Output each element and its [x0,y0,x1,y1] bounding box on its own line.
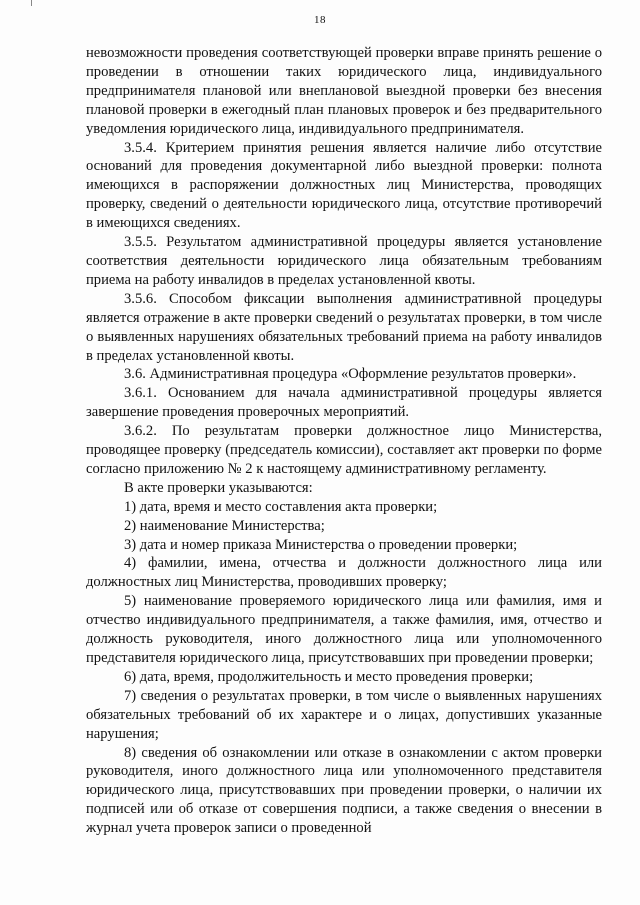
list-item-1: 1) дата, время и место составления акта проверки; [124,498,438,515]
paragraph-3-5-6: 3.5.6. Способом фиксации выполнения административной процедуры является отражение в акте проверки сведений о результатах проверки, в том числе о выявленных нарушениях обязательных требований приема на работу инвалидов в пределах установленной квоты. [86,290,602,364]
list-item-6: 6) дата, время, продолжительность и место проведения проверки; [124,668,534,685]
paragraph-3-6-2: 3.6.2. По результатам проверки должностное лицо Министерства, проводящее проверку (председатель комиссии), составляет акт проверки по форме согласно приложению № 2 к настоящему административному регламенту. [86,423,602,477]
list-item-7: 7) сведения о результатах проверки, в том числе о выявленных нарушениях обязательных требований об их характере и о лицах, допустивших указанные нарушения; [86,687,602,742]
list-intro: В акте проверки указываются: [124,479,313,496]
document-body [86,44,602,838]
paragraph-3-5-5: 3.5.5. Результатом административной процедуры является установление соответствия деятельности юридического лица обязательным требованиям приема на работу инвалидов в пределах установленной квоты. [86,234,602,288]
list-item-4: 4) фамилии, имена, отчества и должности должностного лица или должностных лиц Министерства, проводивших проверку; [86,555,602,591]
list-item-8: 8) сведения об ознакомлении или отказе в ознакомлении с актом проверки руководителя, иного должностного лица или уполномоченного представителя юридического лица, присутствовавших при проведении проверки, о наличии их подписей или об отказе от совершения подписи, а также сведения о внесении в журнал учета проверок записи о проведенной [86,744,602,837]
list-item-5: 5) наименование проверяемого юридического лица или фамилия, имя и отчество индивидуального предпринимателя, а также фамилия, имя, отчество и должность руководителя, иного должностного лица или уполномоченного представителя юридического лица, присутствовавших при проведении проверки; [86,593,602,666]
paragraph-3-6: 3.6. Административная процедура «Оформление результатов проверки». [124,366,577,383]
paragraph-3-6-1: 3.6.1. Основанием для начала административной процедуры является завершение проведения проверочных мероприятий. [86,385,602,421]
scan-edge-mark [31,0,32,6]
paragraph-3-5-4: 3.5.4. Критерием принятия решения является наличие либо отсутствие оснований для проведения документарной либо выездной проверки: полнота имеющихся в распоряжении должностных лиц Министерства, проводящих проверку, сведений о деятельности юридического лица, отсутствие противоречий в имеющихся сведениях. [86,139,602,232]
list-item-2: 2) наименование Министерства; [124,517,325,534]
page-number: 18 [314,14,326,26]
paragraph-continuation: невозможности проведения соответствующей проверки вправе принять решение о проведении в отношении таких юридического лица, индивидуального предпринимателя плановой или внеплановой выездной проверки без внесения плановой проверки в ежегодный план плановых проверок и без предварительного уведомления юридического лица, индивидуального предпринимателя. [86,45,602,137]
list-item-3: 3) дата и номер приказа Министерства о проведении проверки; [124,536,518,553]
